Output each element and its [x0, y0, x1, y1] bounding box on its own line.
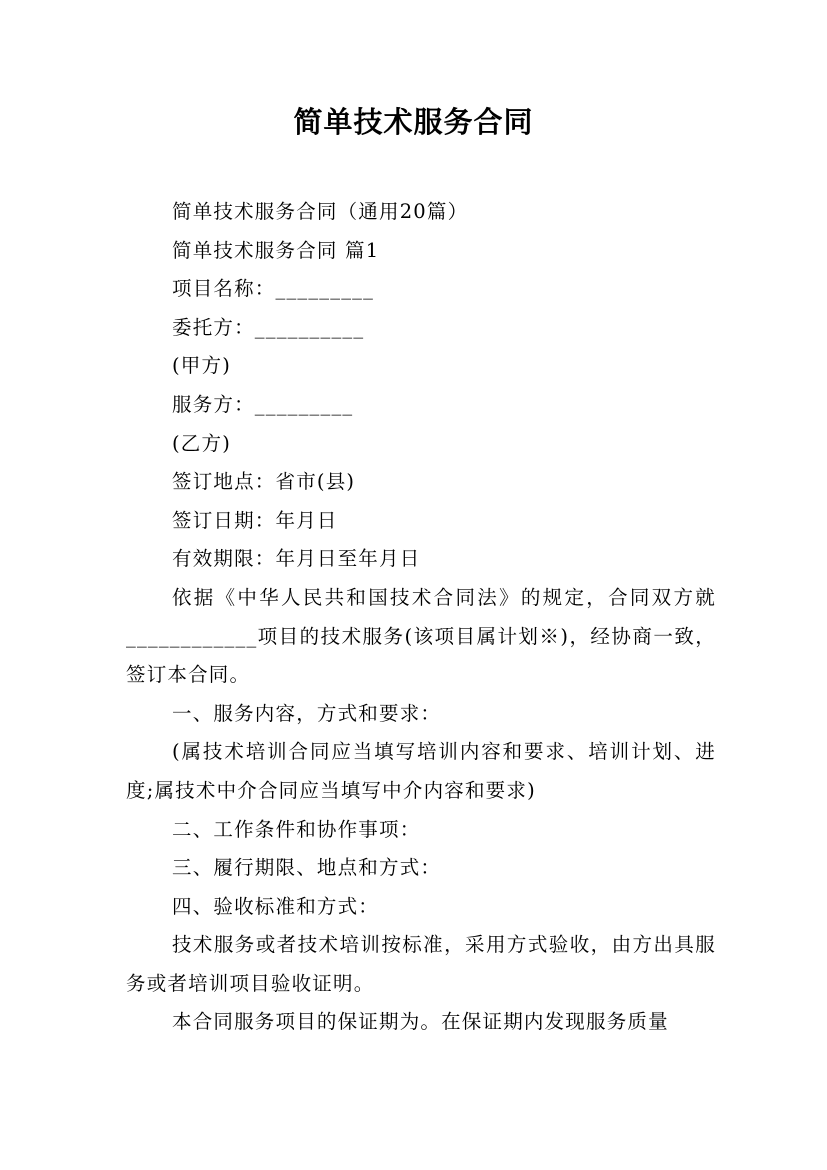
- signing-place-line: 签订地点：省市(县): [172, 470, 356, 494]
- party-b-label: (乙方): [172, 431, 232, 455]
- validity-period-line: 有效期限：年月日至年月日: [172, 547, 421, 571]
- section-1-heading: 一、服务内容，方式和要求：: [172, 701, 442, 725]
- chapter-heading-line: 简单技术服务合同 篇1: [172, 238, 380, 262]
- section-1-note: (属技术培训合同应当填写培训内容和要求、培训计划、进度;属技术中介合同应当填写中介内容和要求): [126, 740, 716, 802]
- project-name-line: 项目名称：_________: [172, 277, 375, 301]
- section-2-heading: 二、工作条件和协作事项：: [172, 817, 421, 841]
- client-line: 委托方：__________: [172, 315, 365, 339]
- party-a-label: (甲方): [172, 354, 232, 378]
- warranty-paragraph: 本合同服务项目的保证期为。在保证期内发现服务质量: [172, 1010, 669, 1034]
- section-4-heading: 四、验收标准和方式：: [172, 894, 380, 918]
- document-title: 简单技术服务合同: [293, 105, 534, 139]
- signing-date-line: 签订日期：年月日: [172, 508, 338, 532]
- provider-line: 服务方：_________: [172, 392, 354, 416]
- document-body: [126, 193, 716, 1042]
- collection-title-line: 简单技术服务合同（通用20篇）: [172, 200, 469, 223]
- preamble-paragraph: 依据《中华人民共和国技术合同法》的规定，合同双方就____________项目的技术服务(该项目属计划※)，经协商一致，签订本合同。: [126, 585, 716, 687]
- section-3-heading: 三、履行期限、地点和方式：: [172, 856, 442, 880]
- acceptance-paragraph: 技术服务或者技术培训按标准，采用方式验收，由方出具服务或者培训项目验收证明。: [126, 933, 716, 995]
